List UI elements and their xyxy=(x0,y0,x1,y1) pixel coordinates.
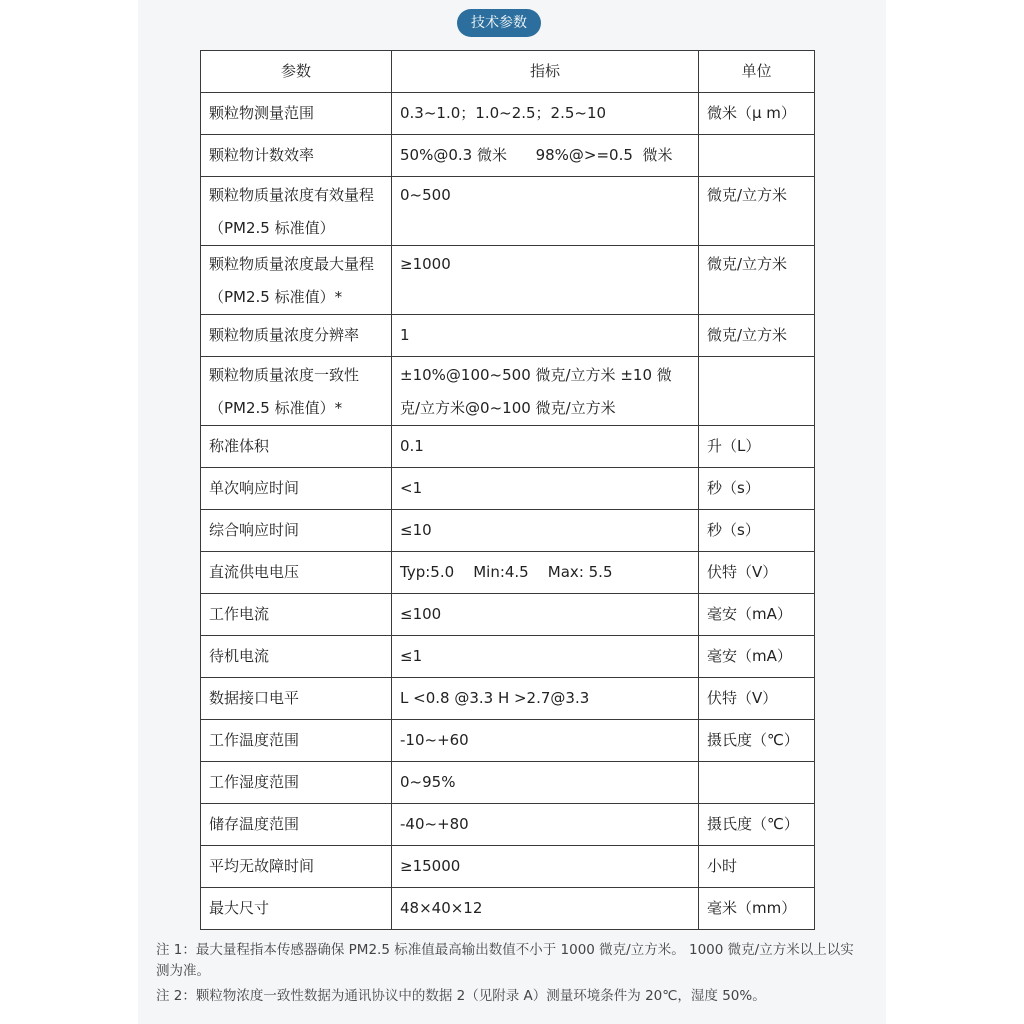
table-row xyxy=(201,135,815,177)
footnote-1: 注 1：最大量程指本传感器确保 PM2.5 标准值最高输出数值不小于 1000 微克/立方米。 1000 微克/立方米以上以实测为准。 xyxy=(156,942,854,979)
unit-cell: 摄氏度（℃） xyxy=(699,720,815,762)
table-row xyxy=(201,846,815,888)
value-cell: 0.3~1.0；1.0~2.5；2.5~10 xyxy=(392,93,699,135)
value-cell: L <0.8 @3.3 H >2.7@3.3 xyxy=(392,678,699,720)
param-cell: 颗粒物质量浓度最大量程（PM2.5 标准值）* xyxy=(201,246,392,315)
param-cell: 数据接口电平 xyxy=(201,678,392,720)
header-param: 参数 xyxy=(201,51,392,93)
param-cell: 直流供电电压 xyxy=(201,552,392,594)
unit-cell: 秒（s） xyxy=(699,468,815,510)
value-cell: 48×40×12 xyxy=(392,888,699,930)
value-cell: ±10%@100~500 微克/立方米 ±10 微克/立方米@0~100 微克/立方米 xyxy=(392,357,699,426)
param-cell: 颗粒物质量浓度分辨率 xyxy=(201,315,392,357)
value-cell: 1 xyxy=(392,315,699,357)
unit-cell: 微米（μ m） xyxy=(699,93,815,135)
section-title-badge: 技术参数 xyxy=(457,9,541,37)
value-cell: 0.1 xyxy=(392,426,699,468)
table-row xyxy=(201,468,815,510)
unit-cell: 微克/立方米 xyxy=(699,315,815,357)
unit-cell xyxy=(699,762,815,804)
param-cell: 平均无故障时间 xyxy=(201,846,392,888)
table-row xyxy=(201,762,815,804)
param-cell: 最大尺寸 xyxy=(201,888,392,930)
unit-cell xyxy=(699,135,815,177)
param-cell: 工作电流 xyxy=(201,594,392,636)
unit-cell: 伏特（V） xyxy=(699,678,815,720)
table-header-row xyxy=(201,51,815,93)
value-cell: -40~+80 xyxy=(392,804,699,846)
param-cell: 待机电流 xyxy=(201,636,392,678)
value-cell: ≥1000 xyxy=(392,246,699,315)
unit-cell: 摄氏度（℃） xyxy=(699,804,815,846)
param-cell: 颗粒物质量浓度有效量程（PM2.5 标准值） xyxy=(201,177,392,246)
unit-cell: 微克/立方米 xyxy=(699,177,815,246)
param-cell: 综合响应时间 xyxy=(201,510,392,552)
value-cell: Typ:5.0 Min:4.5 Max: 5.5 xyxy=(392,552,699,594)
param-cell: 单次响应时间 xyxy=(201,468,392,510)
table-row xyxy=(201,678,815,720)
table-row xyxy=(201,888,815,930)
param-cell: 储存温度范围 xyxy=(201,804,392,846)
table-row xyxy=(201,357,815,426)
unit-cell xyxy=(699,357,815,426)
value-cell: ≤10 xyxy=(392,510,699,552)
param-cell: 称准体积 xyxy=(201,426,392,468)
unit-cell: 毫安（mA） xyxy=(699,636,815,678)
unit-cell: 毫安（mA） xyxy=(699,594,815,636)
value-cell: ≤100 xyxy=(392,594,699,636)
table-row xyxy=(201,315,815,357)
table-row xyxy=(201,594,815,636)
value-cell: ≤1 xyxy=(392,636,699,678)
header-value: 指标 xyxy=(392,51,699,93)
header-unit: 单位 xyxy=(699,51,815,93)
spec-table xyxy=(200,50,815,930)
param-cell: 工作湿度范围 xyxy=(201,762,392,804)
value-cell: 50%@0.3 微米 98%@>=0.5 微米 xyxy=(392,135,699,177)
value-cell: 0~95% xyxy=(392,762,699,804)
table-row xyxy=(201,720,815,762)
unit-cell: 秒（s） xyxy=(699,510,815,552)
table-row xyxy=(201,552,815,594)
table-row xyxy=(201,93,815,135)
param-cell: 工作温度范围 xyxy=(201,720,392,762)
param-cell: 颗粒物计数效率 xyxy=(201,135,392,177)
table-row xyxy=(201,246,815,315)
unit-cell: 毫米（mm） xyxy=(699,888,815,930)
unit-cell: 小时 xyxy=(699,846,815,888)
unit-cell: 微克/立方米 xyxy=(699,246,815,315)
table-row xyxy=(201,426,815,468)
value-cell: 0~500 xyxy=(392,177,699,246)
value-cell: -10~+60 xyxy=(392,720,699,762)
table-row xyxy=(201,510,815,552)
value-cell: <1 xyxy=(392,468,699,510)
value-cell: ≥15000 xyxy=(392,846,699,888)
param-cell: 颗粒物测量范围 xyxy=(201,93,392,135)
param-cell: 颗粒物质量浓度一致性（PM2.5 标准值）* xyxy=(201,357,392,426)
unit-cell: 伏特（V） xyxy=(699,552,815,594)
table-row xyxy=(201,804,815,846)
table-row xyxy=(201,177,815,246)
footnote-2: 注 2：颗粒物浓度一致性数据为通讯协议中的数据 2（见附录 A）测量环境条件为 20℃，湿度 50%。 xyxy=(156,988,766,1004)
unit-cell: 升（L） xyxy=(699,426,815,468)
table-row xyxy=(201,636,815,678)
